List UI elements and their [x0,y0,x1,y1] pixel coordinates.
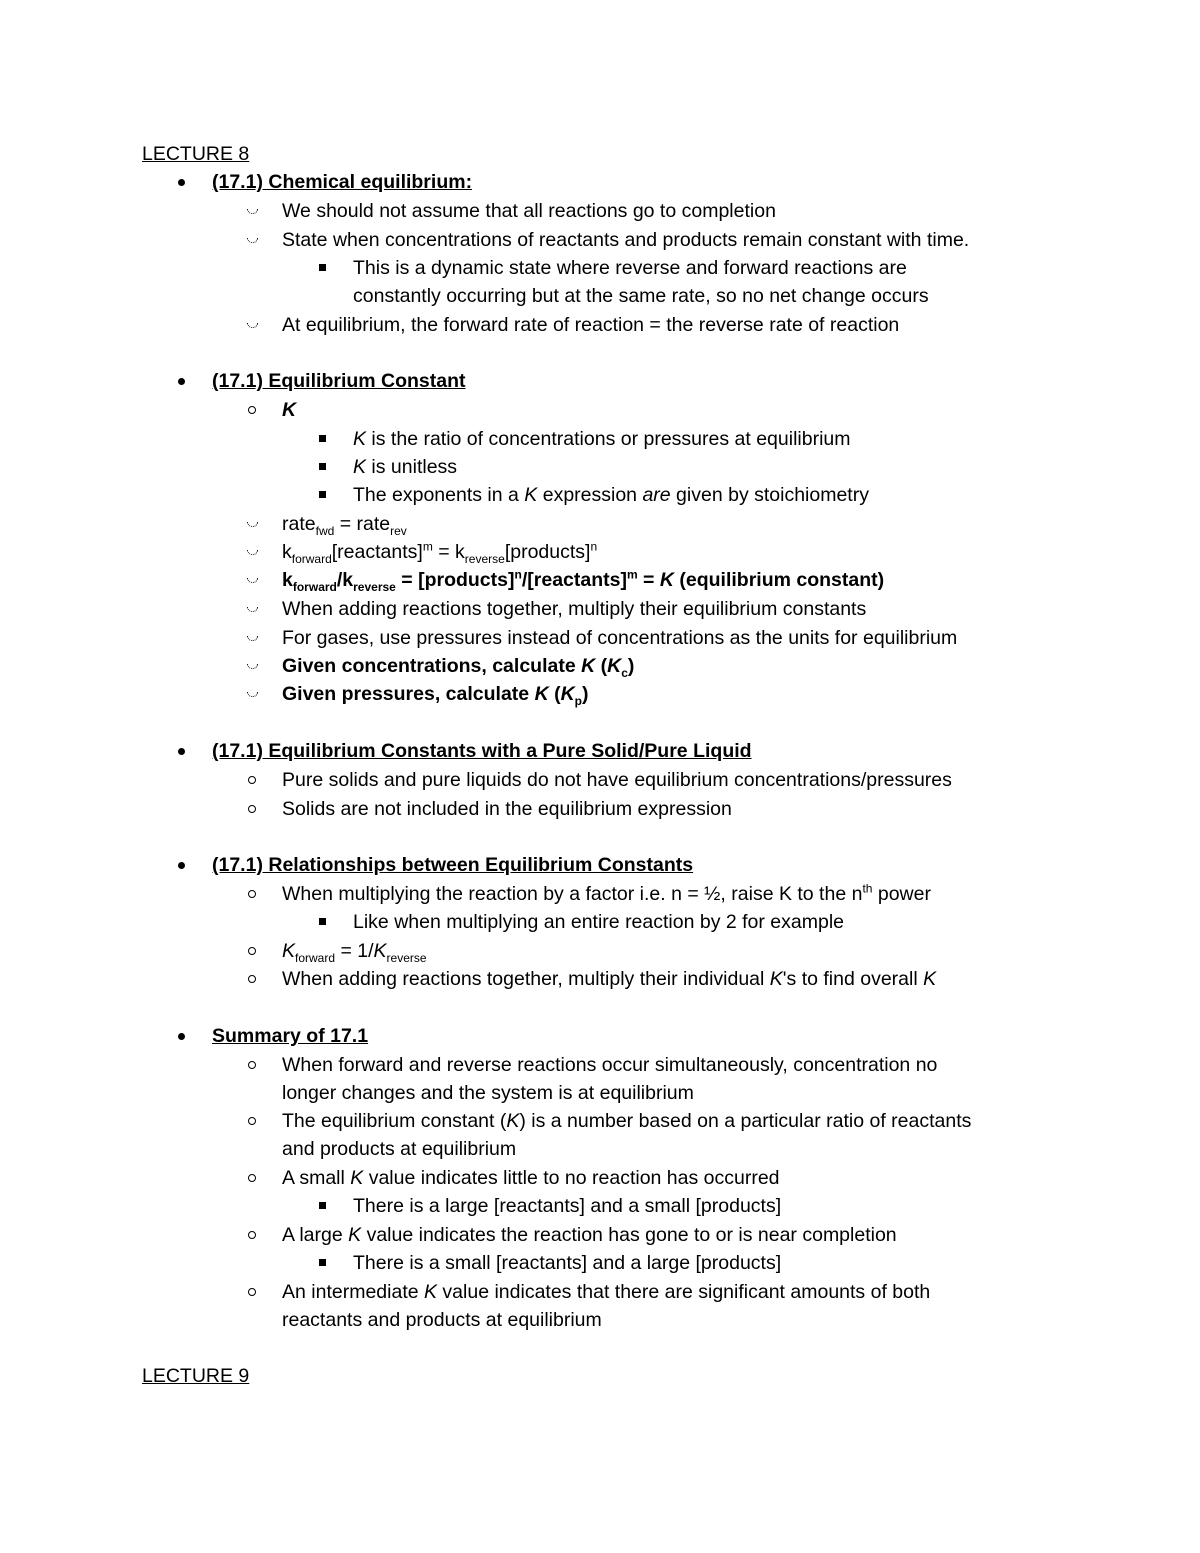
list-item: There is a small [reactants] and a large [products] [353,1252,782,1274]
list-item: This is a dynamic state where reverse and forward reactions are [353,257,907,279]
list-item: Given pressures, calculate K $(K_p)$ [282,683,589,708]
list-item: The exponents in a K expression are given by stoichiometry [353,484,869,506]
section-chemical-equilibrium-title: (17.1) Chemical equilibrium: [212,171,473,193]
list-item: There is a large [reactants] and a small [products] [353,1195,782,1217]
list-item-continuation: and products at equilibrium [282,1138,517,1160]
list-item: An intermediate K value indicates that there are significant amounts of both [282,1281,931,1303]
equilibrium-constant-equation: $k_{forward}/k_{reverse}$ = [products]$^n$/[reactants]$^m$ = K (equilibrium constant) [282,567,885,594]
list-item: K is unitless [353,456,458,478]
rate-constant-equation: $k_{forward}[reactants]^m$ = $k_{reverse}[products]^n$ [282,539,598,566]
list-item: When forward and reverse reactions occur simultaneously, concentration no [282,1054,938,1076]
list-item: We should not assume that all reactions go to completion [282,200,776,222]
list-item-continuation: longer changes and the system is at equilibrium [282,1082,694,1104]
section-relationships-title: (17.1) Relationships between Equilibrium Constants [212,854,694,876]
list-item-continuation: reactants and products at equilibrium [282,1309,602,1331]
list-item: Solids are not included in the equilibrium expression [282,798,732,820]
list-item: A small K value indicates little to no reaction has occurred [282,1167,780,1189]
list-item: K [282,399,297,421]
list-item: State when concentrations of reactants and products remain constant with time. [282,229,970,251]
lecture-9-heading: LECTURE 9 [142,1365,250,1387]
list-item-continuation: constantly occurring but at the same rate, so no net change occurs [353,285,929,307]
list-item: Pure solids and pure liquids do not have equilibrium concentrations/pressures [282,769,952,791]
section-equilibrium-constant-title: (17.1) Equilibrium Constant [212,370,466,392]
section-pure-solid-liquid-title: (17.1) Equilibrium Constants with a Pure Solid/Pure Liquid [212,740,752,762]
list-item: Given concentrations, calculate K $(K_c)$ [282,655,635,680]
list-item: The equilibrium constant (K) is a number based on a particular ratio of reactants [282,1110,972,1132]
list-item: When multiplying the reaction by a factor i.e. n = ½, raise K to the $n^{th}$ power [282,881,931,905]
list-item: When adding reactions together, multiply their equilibrium constants [282,598,867,620]
section-summary-title: Summary of 17.1 [212,1025,369,1047]
list-item: When adding reactions together, multiply their individual K's to find overall K [282,968,937,990]
list-item: Like when multiplying an entire reaction by 2 for example [353,911,845,933]
list-item: At equilibrium, the forward rate of reaction = the reverse rate of reaction [282,314,900,336]
list-item: A large K value indicates the reaction has gone to or is near completion [282,1224,897,1246]
list-item: K is the ratio of concentrations or pressures at equilibrium [353,428,851,450]
list-item: For gases, use pressures instead of concentrations as the units for equilibrium [282,627,958,649]
lecture-8-heading: LECTURE 8 [142,143,250,165]
list-item: $K_{forward} = 1/K_{reverse}$ [282,940,427,965]
rate-equation: rate$_{fwd}$ = rate$_{rev}$ [282,513,407,538]
